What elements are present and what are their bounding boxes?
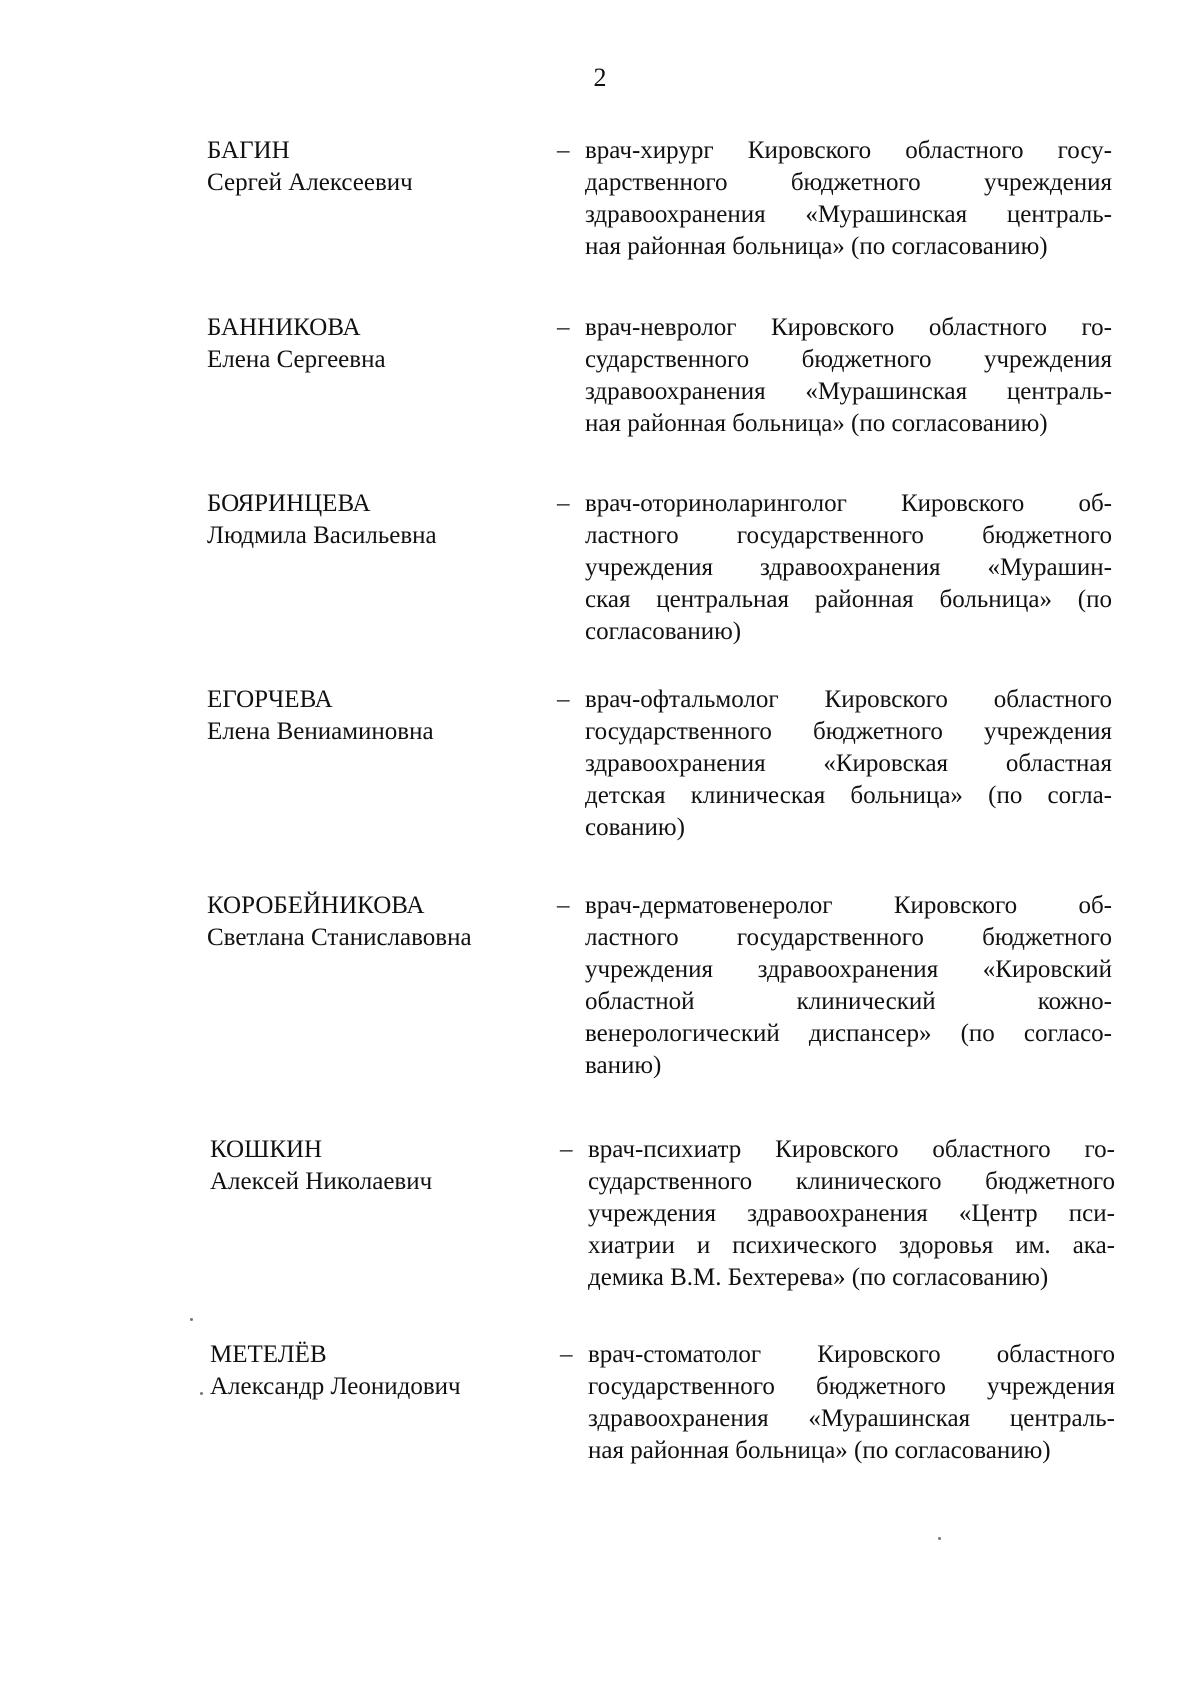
scan-speck: [938, 1537, 941, 1540]
description-line: ная районная больница» (по согласованию): [585, 233, 1048, 260]
description-line: здравоохранения «Мурашинская централь-: [585, 201, 1112, 228]
description-line: врач-стоматолог Кировского областного: [588, 1341, 1115, 1368]
description-line: ванию): [585, 1052, 662, 1079]
description-line: ластного государственного бюджетного: [585, 522, 1112, 549]
member-surname: КОШКИН: [210, 1136, 323, 1163]
member-surname: МЕТЕЛЁВ: [210, 1341, 327, 1368]
member-given-names: Светлана Станиславовна: [207, 924, 472, 951]
description-line: детская клиническая больница» (по согла-: [585, 782, 1112, 809]
entry-dash: –: [557, 686, 570, 713]
member-given-names: Алексей Николаевич: [210, 1168, 433, 1195]
description-line: врач-невролог Кировского областного го-: [585, 314, 1112, 341]
description-line: врач-офтальмолог Кировского областного: [585, 686, 1112, 713]
scan-speck: [200, 1392, 203, 1395]
description-line: здравоохранения «Мурашинская централь-: [585, 378, 1112, 405]
description-line: сударственного бюджетного учреждения: [585, 346, 1112, 373]
member-position-description: [588, 1134, 1115, 1294]
entry-dash: –: [560, 1341, 573, 1368]
description-line: врач-психиатр Кировского областного го-: [588, 1136, 1115, 1163]
member-surname: ЕГОРЧЕВА: [207, 686, 333, 713]
member-given-names: Елена Сергеевна: [207, 346, 386, 373]
description-line: врач-оториноларинголог Кировского об-: [585, 490, 1112, 517]
page-number: 2: [593, 63, 607, 92]
member-position-description: [588, 1339, 1115, 1467]
description-line: врач-хирург Кировского областного госу-: [585, 137, 1112, 164]
member-given-names: Елена Вениаминовна: [207, 718, 434, 745]
member-surname: БАГИН: [207, 137, 290, 164]
description-line: учреждения здравоохранения «Центр пси-: [588, 1200, 1115, 1227]
member-name: [207, 890, 537, 954]
description-line: государственного бюджетного учреждения: [585, 718, 1112, 745]
member-name: [207, 135, 537, 199]
description-line: ская центральная районная больница» (по: [585, 586, 1112, 613]
member-surname: КОРОБЕЙНИКОВА: [207, 892, 425, 919]
description-line: ластного государственного бюджетного: [585, 924, 1112, 951]
entry-dash: –: [557, 314, 570, 341]
scan-speck: [190, 1318, 193, 1321]
description-line: демика В.М. Бехтерева» (по согласованию): [588, 1264, 1049, 1291]
description-line: согласованию): [585, 618, 742, 645]
description-line: учреждения здравоохранения «Мурашин-: [585, 554, 1112, 581]
description-line: здравоохранения «Кировская областная: [585, 750, 1112, 777]
description-line: здравоохранения «Мурашинская централь-: [588, 1405, 1115, 1432]
member-given-names: Сергей Алексеевич: [207, 169, 413, 196]
member-position-description: [585, 135, 1112, 263]
member-position-description: [585, 312, 1112, 440]
member-given-names: Людмила Васильевна: [207, 522, 437, 549]
entry-dash: –: [557, 490, 570, 517]
member-name: [207, 312, 537, 376]
member-position-description: [585, 890, 1112, 1082]
description-line: ная районная больница» (по согласованию): [588, 1437, 1051, 1464]
member-surname: БОЯРИНЦЕВА: [207, 490, 371, 517]
description-line: врач-дерматовенеролог Кировского об-: [585, 892, 1112, 919]
description-line: областной клинический кожно-: [585, 988, 1112, 1015]
description-line: учреждения здравоохранения «Кировский: [585, 956, 1112, 983]
entry-dash: –: [557, 892, 570, 919]
member-position-description: [585, 488, 1112, 648]
member-name: [207, 684, 537, 748]
entry-dash: –: [557, 137, 570, 164]
description-line: сударственного клинического бюджетного: [588, 1168, 1115, 1195]
member-name: [210, 1339, 540, 1403]
description-line: ная районная больница» (по согласованию): [585, 410, 1048, 437]
member-surname: БАННИКОВА: [207, 314, 361, 341]
description-line: сованию): [585, 814, 685, 841]
description-line: дарственного бюджетного учреждения: [585, 169, 1112, 196]
description-line: венерологический диспансер» (по согласо-: [585, 1020, 1112, 1047]
member-name: [207, 488, 537, 552]
member-position-description: [585, 684, 1112, 844]
member-name: [210, 1134, 540, 1198]
description-line: хиатрии и психического здоровья им. ака-: [588, 1232, 1115, 1259]
entry-dash: –: [560, 1136, 573, 1163]
description-line: государственного бюджетного учреждения: [588, 1373, 1115, 1400]
member-given-names: Александр Леонидович: [210, 1373, 461, 1400]
